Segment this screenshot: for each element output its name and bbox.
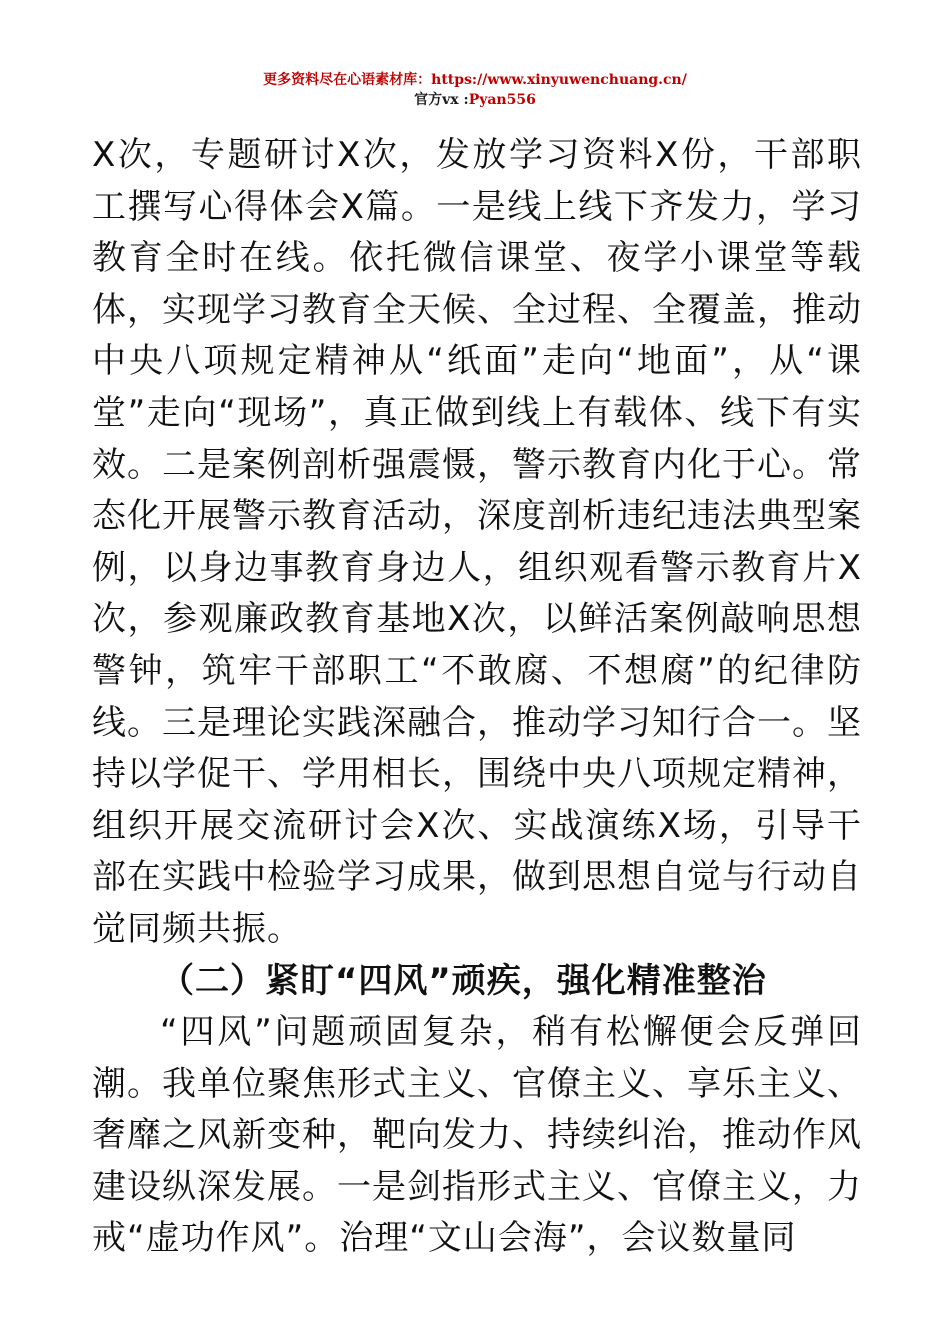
header-line-2 xyxy=(0,90,950,110)
document-body xyxy=(92,130,862,1265)
header-line-1 xyxy=(0,70,950,90)
paragraph-section-two: “四风”问题顽固复杂，稍有松懈便会反弹回潮。我单位聚焦形式主义、官僚主义、享乐主义、奢靡之风新变种，靶向发力、持续纠治，推动作风建设纵深发展。一是剑指形式主义、官僚主义，力戒“虚功作风”。治理“文山会海”，会议数量同 xyxy=(92,1012,862,1259)
section-heading: （二）紧盯“四风”顽疾，强化精准整治 xyxy=(160,960,767,1001)
header-vx-value: Pyan556 xyxy=(468,92,536,108)
page-header xyxy=(0,70,950,110)
header-prefix: 更多资料尽在心语素材库： xyxy=(263,72,432,88)
paragraph-continued: X次，专题研讨X次，发放学习资料X份，干部职工撰写心得体会X篇。一是线上线下齐发力，学习教育全时在线。依托微信课堂、夜学小课堂等载体，实现学习教育全天候、全过程、全覆盖，推动中央八项规定精神从“纸面”走向“地面”，从“课堂”走向“现场”，真正做到线上有载体、线下有实效。二是案例剖析强震慑，警示教育内化于心。常态化开展警示教育活动，深度剖析违纪违法典型案例，以身边事教育身边人，组织观看警示教育片X次，参观廉政教育基地X次，以鲜活案例敲响思想警钟，筑牢干部职工“不敢腐、不想腐”的纪律防线。三是理论实践深融合，推动学习知行合一。坚持以学促干、学用相长，围绕中央八项规定精神，组织开展交流研讨会X次、实战演练X场，引导干部在实践中检验学习成果，做到思想自觉与行动自觉同频共振。 xyxy=(92,135,862,949)
header-vx-label: 官方vx : xyxy=(414,92,469,108)
header-url-link[interactable]: https://www.xinyuwenchuang.cn/ xyxy=(431,72,687,88)
